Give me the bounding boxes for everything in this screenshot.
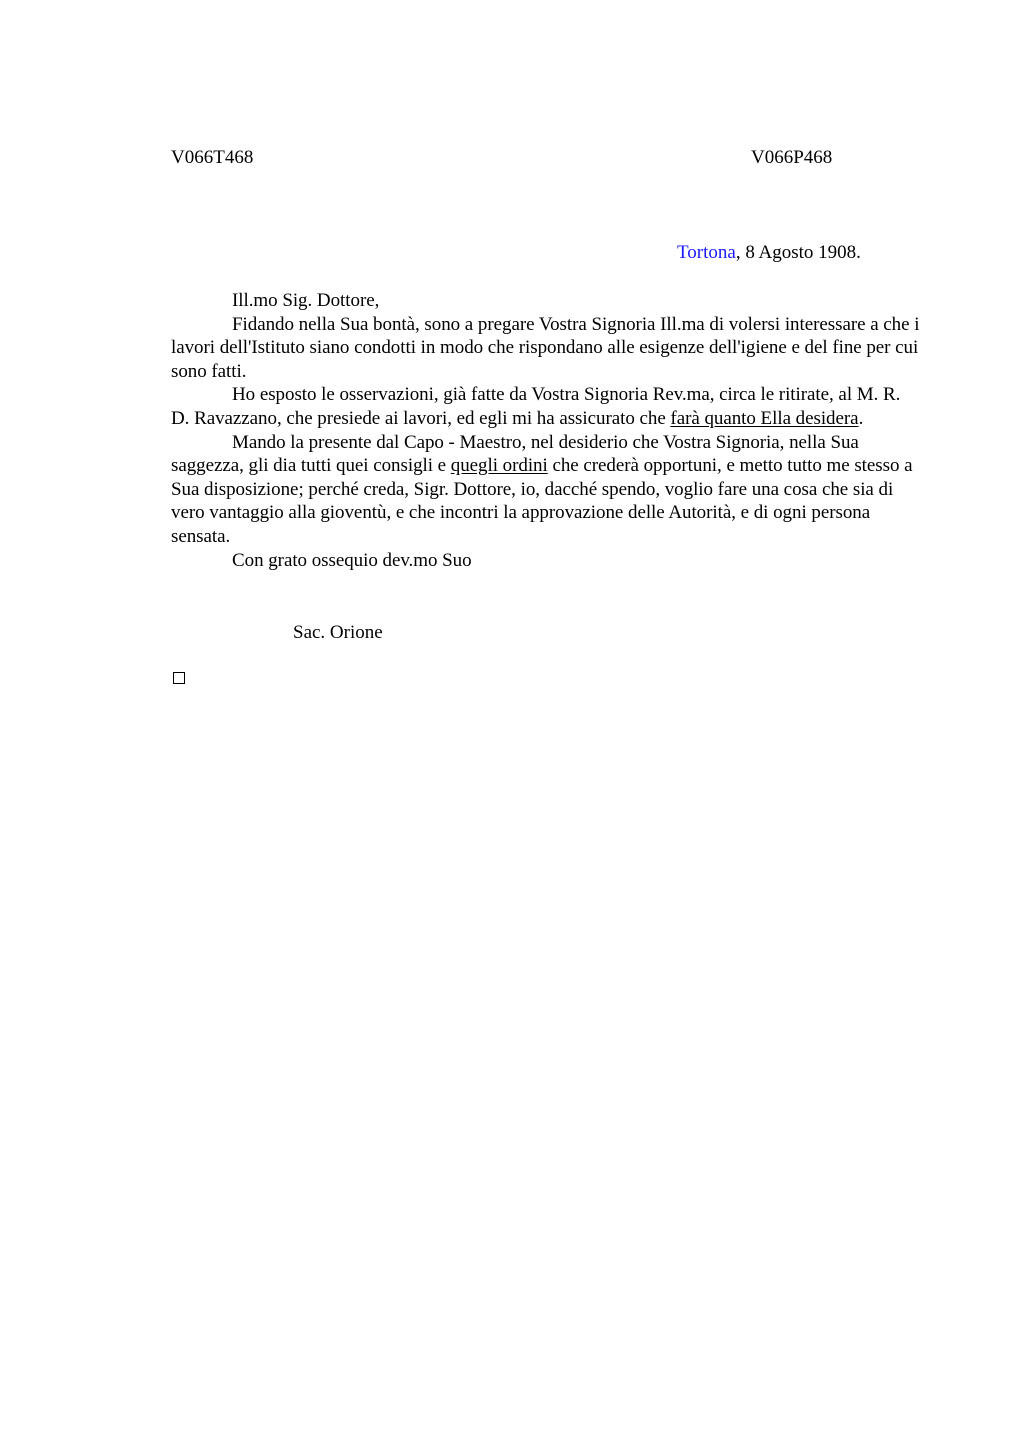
empty-square-icon bbox=[173, 672, 185, 684]
letter-closing: Con grato ossequio dev.mo Suo bbox=[232, 549, 472, 571]
document-code-right: V066P468 bbox=[751, 147, 833, 168]
document-code-left: V066T468 bbox=[171, 147, 254, 168]
letter-paragraph-3 bbox=[171, 431, 923, 549]
paragraph-2-text-b: . bbox=[858, 407, 864, 429]
letter-salutation: Ill.mo Sig. Dottore, bbox=[232, 290, 380, 311]
paragraph-3-text-b: che crederà opportuni, e metto tutto me stesso a Sua disposizione; perché creda, Sigr. Dottore, io, dacché spendo, voglio fare una cosa che sia di vero vantaggio alla gioventù, e che incontri la approvazione delle Autorità, e di ogni persona sensata. bbox=[171, 455, 913, 547]
letter-paragraph-1: Fidando nella Sua bontà, sono a pregare Vostra Signoria Ill.ma di volersi interessare a che i lavori dell'Istituto siano condotti in modo che rispondano alle esigenze dell'igiene e del fine per cui sono fatti. bbox=[171, 313, 920, 382]
paragraph-2-text-a: Ho esposto le osservazioni, già fatte da Vostra Signoria Rev.ma, circa le ritirate, al M. R. D. Ravazzano, che presiede ai lavori, ed egli mi ha assicurato che bbox=[171, 384, 901, 429]
letter-paragraph-2 bbox=[171, 383, 923, 430]
paragraph-3-underlined: quegli ordini bbox=[450, 455, 548, 477]
letter-signature: Sac. Orione bbox=[293, 622, 383, 643]
dateline bbox=[677, 241, 861, 265]
paragraph-3-text-a: Mando la presente dal Capo - Maestro, nel desiderio che Vostra Signoria, nella Sua saggezza, gli dia tutti quei consigli e bbox=[171, 431, 859, 477]
paragraph-2-underlined: farà quanto Ella desidera bbox=[670, 407, 859, 429]
letter-body bbox=[171, 289, 923, 572]
dateline-date: , 8 Agosto 1908. bbox=[735, 242, 861, 263]
dateline-place[interactable]: Tortona bbox=[677, 242, 736, 263]
